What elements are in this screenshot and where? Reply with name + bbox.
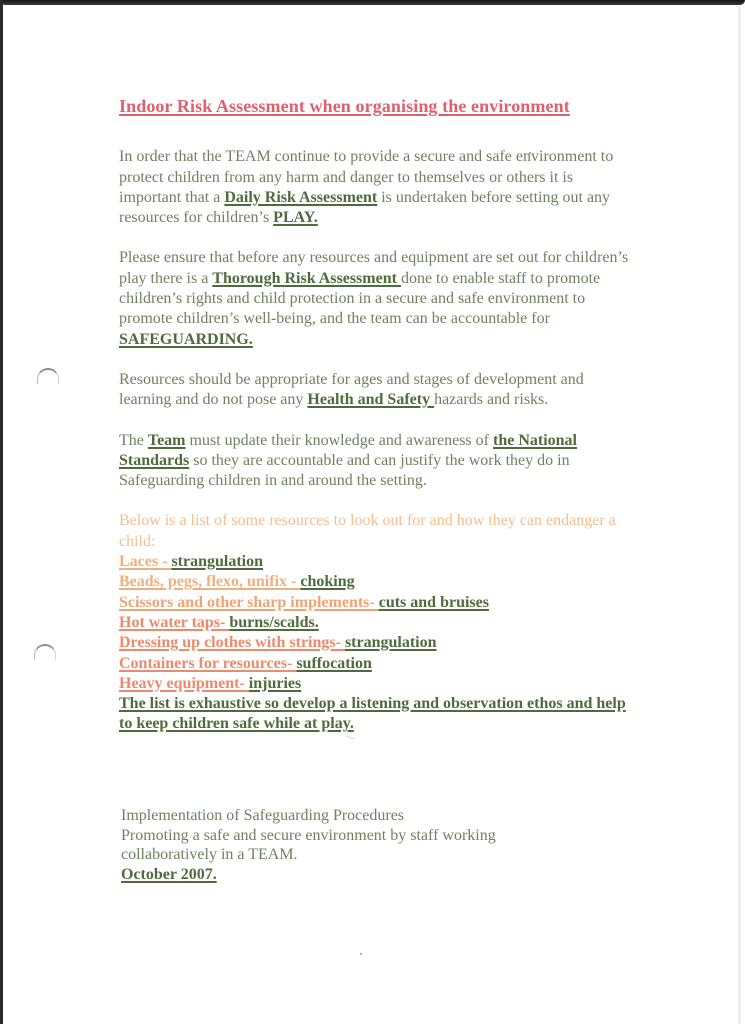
hazard-risk: strangulation (344, 634, 437, 652)
hazard-item: Containers for resources- (119, 654, 297, 672)
paragraph-text: so they are accountable and can justify the work they do in Safeguarding children in and around the setting. (119, 451, 570, 490)
paragraph-team-standards (119, 431, 639, 492)
paragraph-text: must update their knowledge and awareness of (185, 431, 493, 449)
document-footer (121, 806, 581, 884)
hazard-list-item (119, 674, 639, 694)
paragraph-resources (119, 370, 639, 411)
hazard-risk: choking (300, 573, 355, 591)
hazard-item: Beads, pegs, flexo, unifix - (119, 573, 301, 591)
punch-hole-icon (34, 644, 56, 660)
hazard-list-item (119, 552, 639, 572)
emphasis-thorough-risk-assessment: Thorough Risk Assessment (212, 269, 401, 287)
paragraph-thorough-risk (119, 248, 639, 349)
emphasis-daily-risk-assessment: Daily Risk Assessment (224, 188, 378, 206)
punch-hole-icon (37, 368, 59, 384)
paragraph-text: The (119, 431, 148, 449)
hazard-item: Dressing up clothes with strings- (119, 634, 345, 652)
document-title: Indoor Risk Assessment when organising the environment (119, 96, 570, 116)
scan-speck (360, 953, 362, 955)
scan-left-edge (0, 0, 3, 1024)
hazard-item: Heavy equipment- (119, 674, 249, 692)
paragraph-text: Resources should be appropriate for ages and stages of development and learning and do not pose any (119, 370, 584, 409)
emphasis-team: Team (147, 431, 186, 449)
paragraph-text: hazards and risks. (434, 391, 549, 409)
emphasis-national-standards: the National Standards (119, 431, 577, 469)
footer-line: Promoting a safe and secure environment by staff working (121, 826, 496, 844)
scan-speck (345, 735, 355, 739)
paragraph-text: is undertaken before setting out any resources for children’s (119, 188, 611, 227)
page-right-edge (738, 6, 741, 1024)
hazard-item: Hot water taps- (119, 613, 230, 631)
footer-date: October 2007. (121, 865, 217, 883)
hazard-risk: strangulation (171, 553, 264, 571)
emphasis-health-and-safety: Health and Safety (307, 391, 435, 409)
paragraph-daily-risk (119, 147, 639, 228)
hazard-risk: burns/scalds. (229, 613, 319, 631)
emphasis-play: PLAY. (273, 209, 318, 227)
hazard-item: Scissors and other sharp implements- (119, 593, 379, 611)
hazard-risk: cuts and bruises (378, 593, 489, 611)
hazard-list-item (119, 572, 639, 592)
hazard-list (119, 552, 639, 694)
footer-line: Implementation of Safeguarding Procedures (121, 807, 405, 824)
hazard-list-item (119, 613, 639, 633)
hazard-list-item (119, 593, 639, 613)
hazard-list-item (119, 633, 639, 653)
hazard-list-intro: Below is a list of some resources to look out for and how they can endanger a child: (119, 512, 616, 550)
footer-line: collaboratively in a TEAM. (121, 846, 298, 863)
hazard-list-item (119, 654, 639, 674)
document-body (119, 96, 639, 735)
hazard-risk: suffocation (296, 654, 372, 672)
scan-top-edge (0, 0, 745, 5)
hazard-risk: injuries (248, 674, 302, 692)
paragraph-text: done to enable staff to promote children’s rights and child protection in a secure and safe environment to promote children’s well-being, and the team can be accountable for (119, 269, 601, 328)
paragraph-text: Please ensure that before any resources and equipment are set out for children’s play there is a (119, 249, 629, 287)
hazard-item: Laces - (119, 553, 172, 571)
emphasis-safeguarding: SAFEGUARDING. (119, 330, 253, 348)
closing-note: The list is exhaustive so develop a listening and observation ethos and help to keep children safe while at play. (119, 695, 626, 733)
paragraph-text: In order that the TEAM continue to provide a secure and safe environment to protect children from any harm and danger to themselves or others it is important that a (119, 148, 614, 206)
